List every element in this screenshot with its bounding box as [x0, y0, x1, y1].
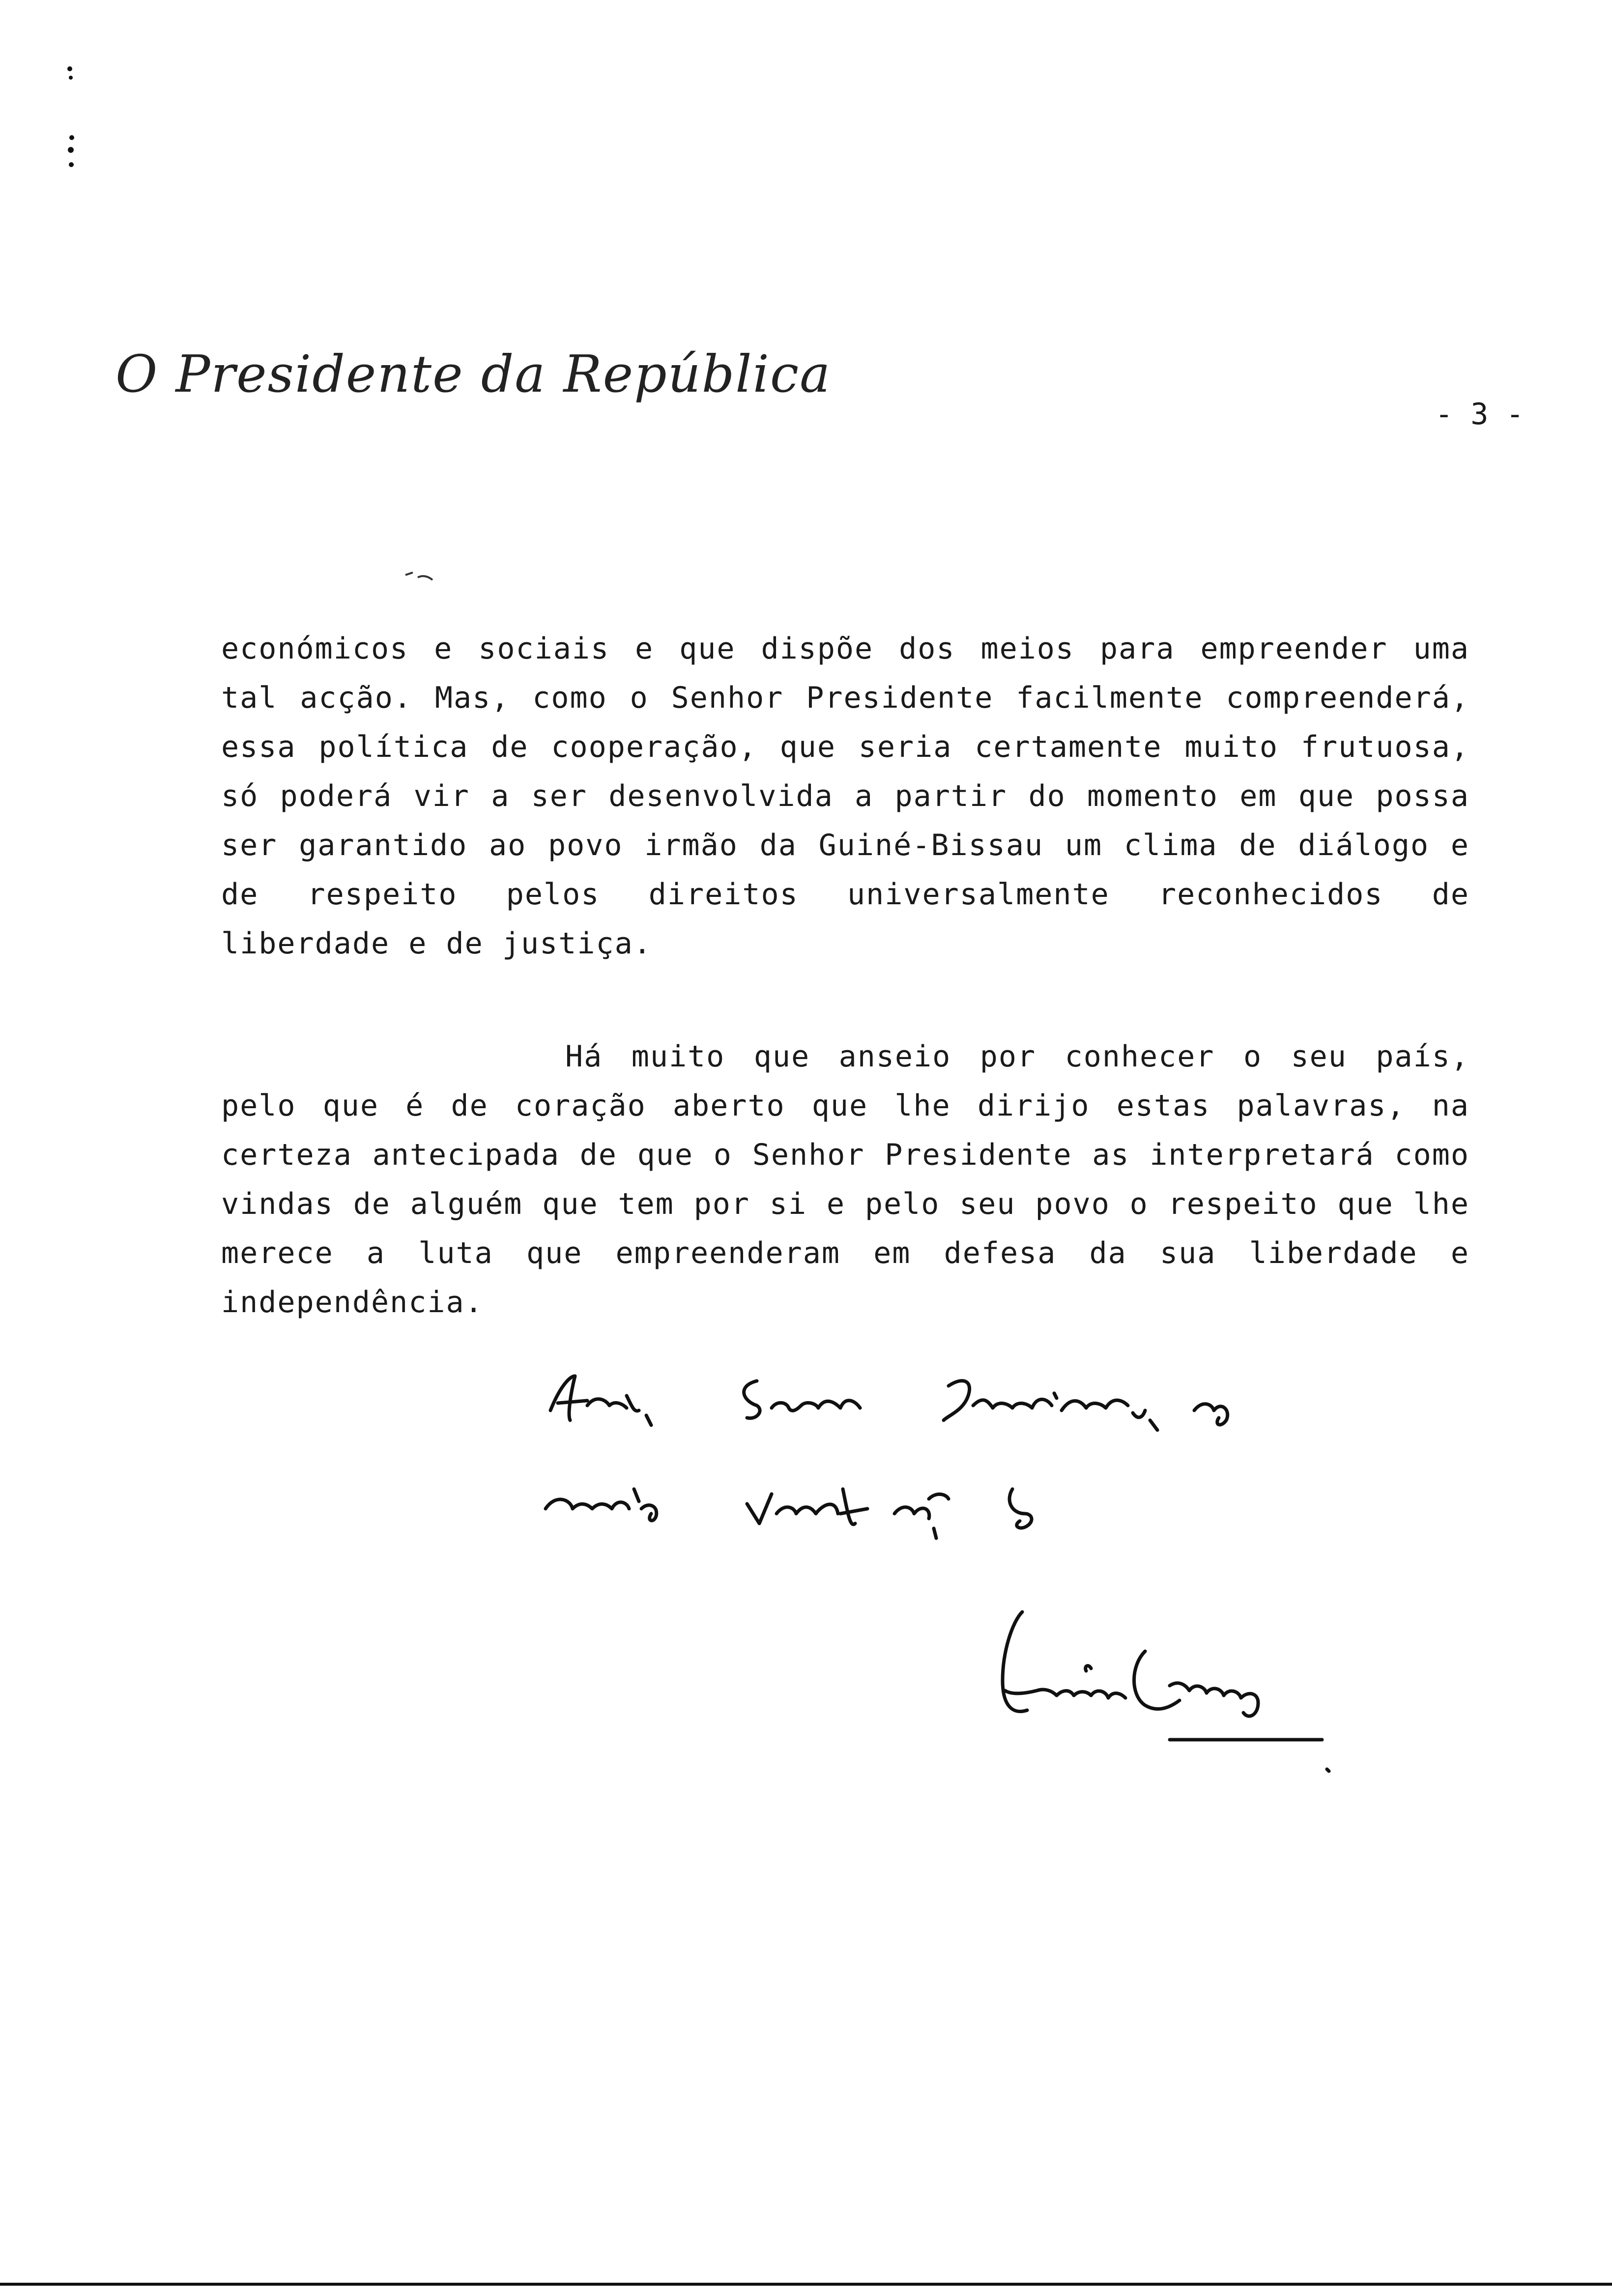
page-number: - 3 - — [1435, 397, 1524, 431]
letter-body — [221, 624, 1469, 1327]
margin-marks — [59, 59, 88, 187]
letterhead-title: O Presidente da República — [115, 344, 832, 404]
paragraph-1: económicos e sociais e que dispõe dos meios para empreender uma tal acção. Mas, como o Senhor Presidente facilmente compreenderá, essa política de cooperação, que seria certamente muito frutuosa, só poderá vir a ser desenvolvida a partir do momento em que possa ser garantido ao povo irmão da Guiné-Bissau um clima de diálogo e de respeito pelos direitos universalmente reconhecidos de liberdade e de justiça. — [221, 631, 1469, 961]
stray-mark — [403, 565, 437, 585]
footer-rule — [0, 2283, 1612, 2286]
handwritten-closing — [541, 1366, 1474, 1553]
signature — [983, 1592, 1366, 1779]
paragraph-2: Há muito que anseio por conhecer o seu país, pelo que é de coração aberto que lhe dirijo estas palavras, na certeza antecipada de que o Senhor Presidente as interpretará como vindas de alguém que tem por si e pelo seu povo o respeito que lhe merece a luta que empreenderam em defesa da sua liberdade e independência. — [221, 1039, 1469, 1320]
